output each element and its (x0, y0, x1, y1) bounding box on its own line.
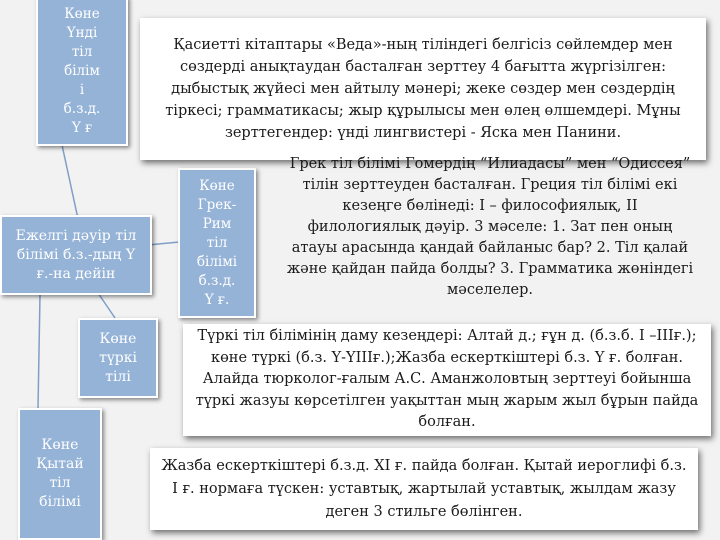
node-ancient-chinese-linguistics (18, 408, 102, 540)
node-ancient-indian-label: Көне Үнді тіл білім і б.з.д. Ү ғ (63, 5, 101, 136)
node-ancient-indian-linguistics (36, 0, 128, 146)
description-india-text: Қасиетті кітаптары «Веда»-ның тіліндегі белгісіз сөйлемдер мен сөздерді анықтаудан басталған зерттеу 4 бағытта жүргізілген: дыбыстық жүйесі мен айтылу мәнері; жеке сөздер мен сөздердің тіркесі; грамматикасы; жыр құрылысы мен өлең өлшемдері. Мұны зерттегендер: үнді лингвистері - Яска мен Панини. (165, 37, 681, 141)
description-chinese (150, 448, 698, 530)
node-ancient-chinese-label: Көне Қытай тіл білімі (36, 437, 84, 510)
description-turkic-text: Түркі тіл білімінің даму кезеңдері: Алтай д.; ғұн д. (б.з.б. І –ІІІғ.); көне түркі (б.з. Ү-ҮІІІғ.);Жазба ескерткіштері б.з. Ү ғ. болған. Алайда тюрколог-ғалым А.С. Аманжоловтың зерттеуі бойынша түркі жазуы көрсетілген уақыттан мың жарым жыл бұрын пайда болған. (195, 328, 699, 431)
description-turkic (183, 324, 711, 436)
description-greek (285, 154, 695, 322)
description-india (140, 18, 706, 160)
node-ancient-period (0, 215, 152, 295)
node-greco-roman-label: Көне Грек- Рим тіл білімі б.з.д. Ү ғ. (196, 177, 238, 308)
connector-chinese (38, 295, 40, 408)
node-greco-roman-linguistics (178, 168, 256, 318)
node-ancient-turkic-language (78, 318, 158, 398)
description-chinese-text: Жазба ескерткіштері б.з.д. ХІ ғ. пайда болған. Қытай иероглифі б.з. І ғ. нормаға түскен: уставтық, жартылай уставтық, жылдам жазу деген 3 стильге бөлінген. (161, 457, 687, 520)
node-ancient-period-label: Ежелгі дәуір тіл білімі б.з.-дың Ү ғ.-на дейін (15, 227, 137, 282)
description-greek-text: Грек тіл білімі Гомердің “Илиадасы” мен “Одиссея” тілін зерттеуден басталған. Греция тіл білімі екі кезеңге бөлінеді: І – философиялық, ІІ филологиялық дәуір. 3 мәселе: 1. Зат пен оның атауы арасында қандай байланыс бар? 2. Тіл қалай және қайдан пайда болды? 3. Грамматика жөніндегі мәселелер. (286, 156, 694, 298)
node-ancient-turkic-label: Көне түркі тілі (99, 330, 137, 385)
